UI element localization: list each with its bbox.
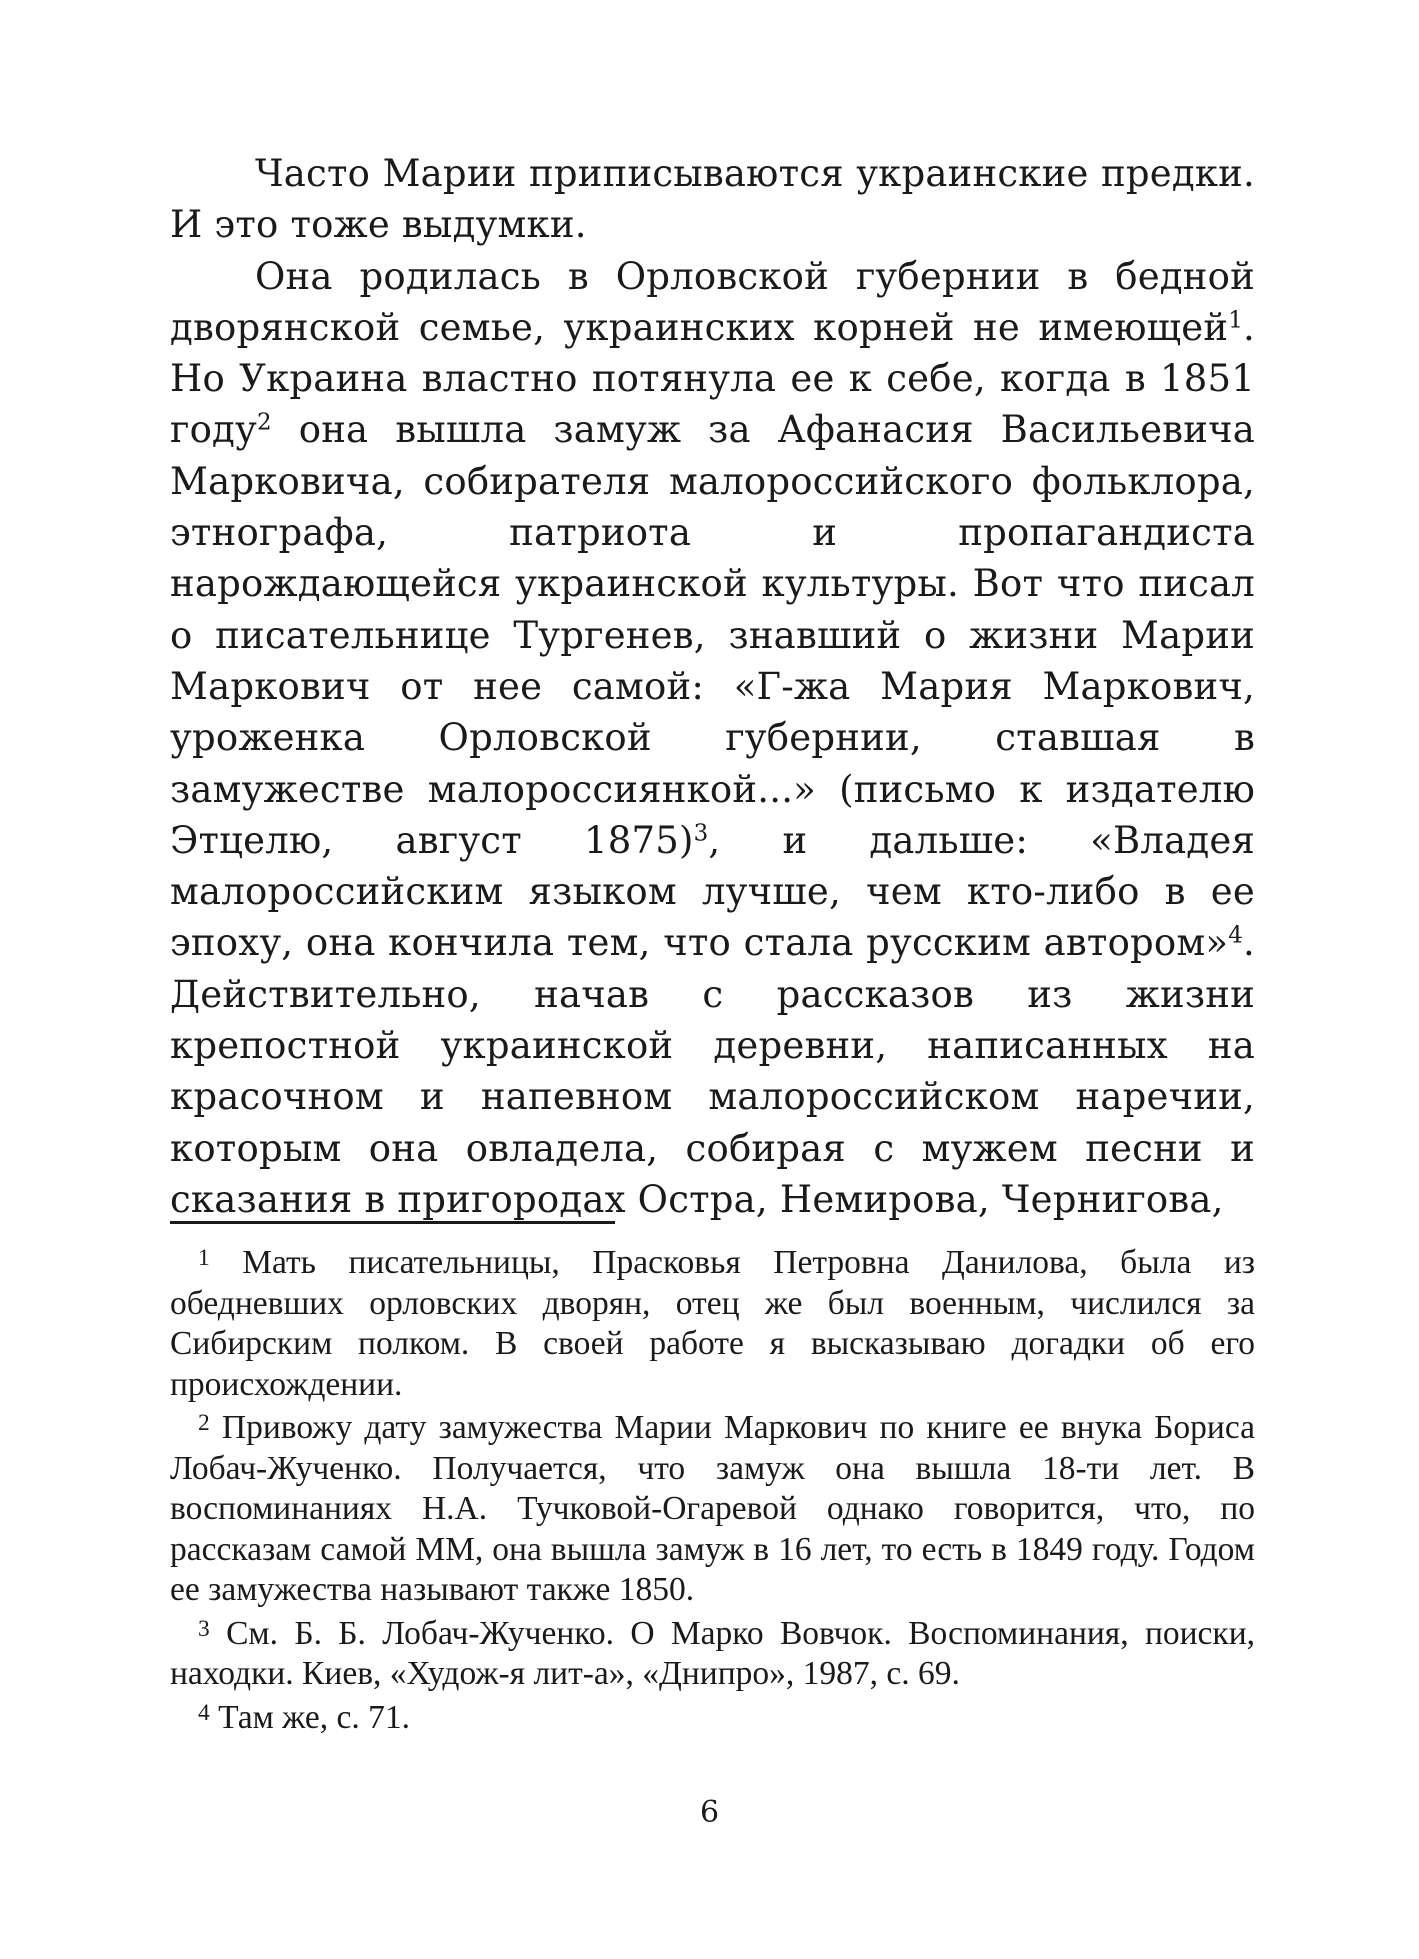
footnote-ref-1: 1 — [1228, 307, 1244, 334]
footnote-mark: 3 — [198, 1615, 210, 1642]
paragraph-2-text: Она родилась в Орловской губернии в бедной дворянской семье, украинских корней не имеющей — [170, 254, 1255, 349]
footnote-3 — [170, 1614, 1255, 1695]
paragraph-2-text: , и дальше: «Владея малороссийским языком лучше, чем кто-либо в ее эпоху, она кончила тем, что стала русским автором» — [170, 818, 1255, 965]
footnotes — [170, 1243, 1255, 1738]
footnote-ref-3: 3 — [693, 820, 709, 847]
paragraph-2-text: . Действительно, начав с рассказов из жизни крепостной украинской деревни, написанных на красочном и напевном малороссийском наречии, которым она овладела, собирая с мужем песни и сказания в пригородах Остра, Немирова, Чернигова, — [170, 921, 1255, 1221]
paragraph-2 — [170, 251, 1255, 1226]
main-text — [170, 148, 1255, 1225]
footnote-text: Там же, с. 71. — [209, 1698, 410, 1736]
footnote-ref-4: 4 — [1228, 922, 1244, 949]
paragraph-2-text: она вышла замуж за Афанасия Васильевича Марковича, собирателя малороссийского фольклора, этнографа, патриота и пропагандиста нарождающейся украинской культуры. Вот что писал о писательнице Тургенев, знавший о жизни Марии Маркович от нее самой: «Г-жа Мария Маркович, уроженка Орловской губернии, ставшая в замужестве малороссиянкой...» (письмо к издателю Этцелю, август 1875) — [170, 408, 1255, 862]
footnote-separator — [170, 1221, 615, 1224]
paragraph-1: Часто Марии приписываются украинские предки. И это тоже выдумки. — [170, 152, 1255, 247]
footnote-text: Привожу дату замужества Марии Маркович по книге ее внука Бориса Лобач-Жученко. Получается, что замуж она вышла 18-ти лет. В воспоминаниях Н.А. Тучковой-Огаревой однако говорится, что, по рассказам самой ММ, она вышла замуж в 16 лет, то есть в 1849 году. Годом ее замужества называют также 1850. — [170, 1409, 1255, 1608]
paragraph-2-text: . Но Украина властно потянула ее к себе, когда в 1851 году — [170, 305, 1255, 452]
footnote-ref-2: 2 — [257, 409, 272, 436]
footnote-mark: 2 — [198, 1409, 210, 1436]
footnote-1 — [170, 1243, 1255, 1405]
footnote-4 — [170, 1698, 1255, 1739]
footnote-text: Мать писательницы, Прасковья Петровна Данилова, была из обедневших орловских дворян, отец же был военным, числился за Сибирским полком. В своей работе я высказываю догадки об его происхождении. — [170, 1244, 1255, 1403]
footnote-2 — [170, 1408, 1255, 1611]
page-number: 6 — [699, 1795, 720, 1830]
footnote-mark: 4 — [198, 1699, 210, 1726]
footnote-mark: 1 — [198, 1244, 210, 1271]
footnote-text: См. Б. Б. Лобач-Жученко. О Марко Вовчок. Воспоминания, поиски, находки. Киев, «Худож-я лит-а», «Днипро», 1987, с. 69. — [170, 1614, 1255, 1692]
